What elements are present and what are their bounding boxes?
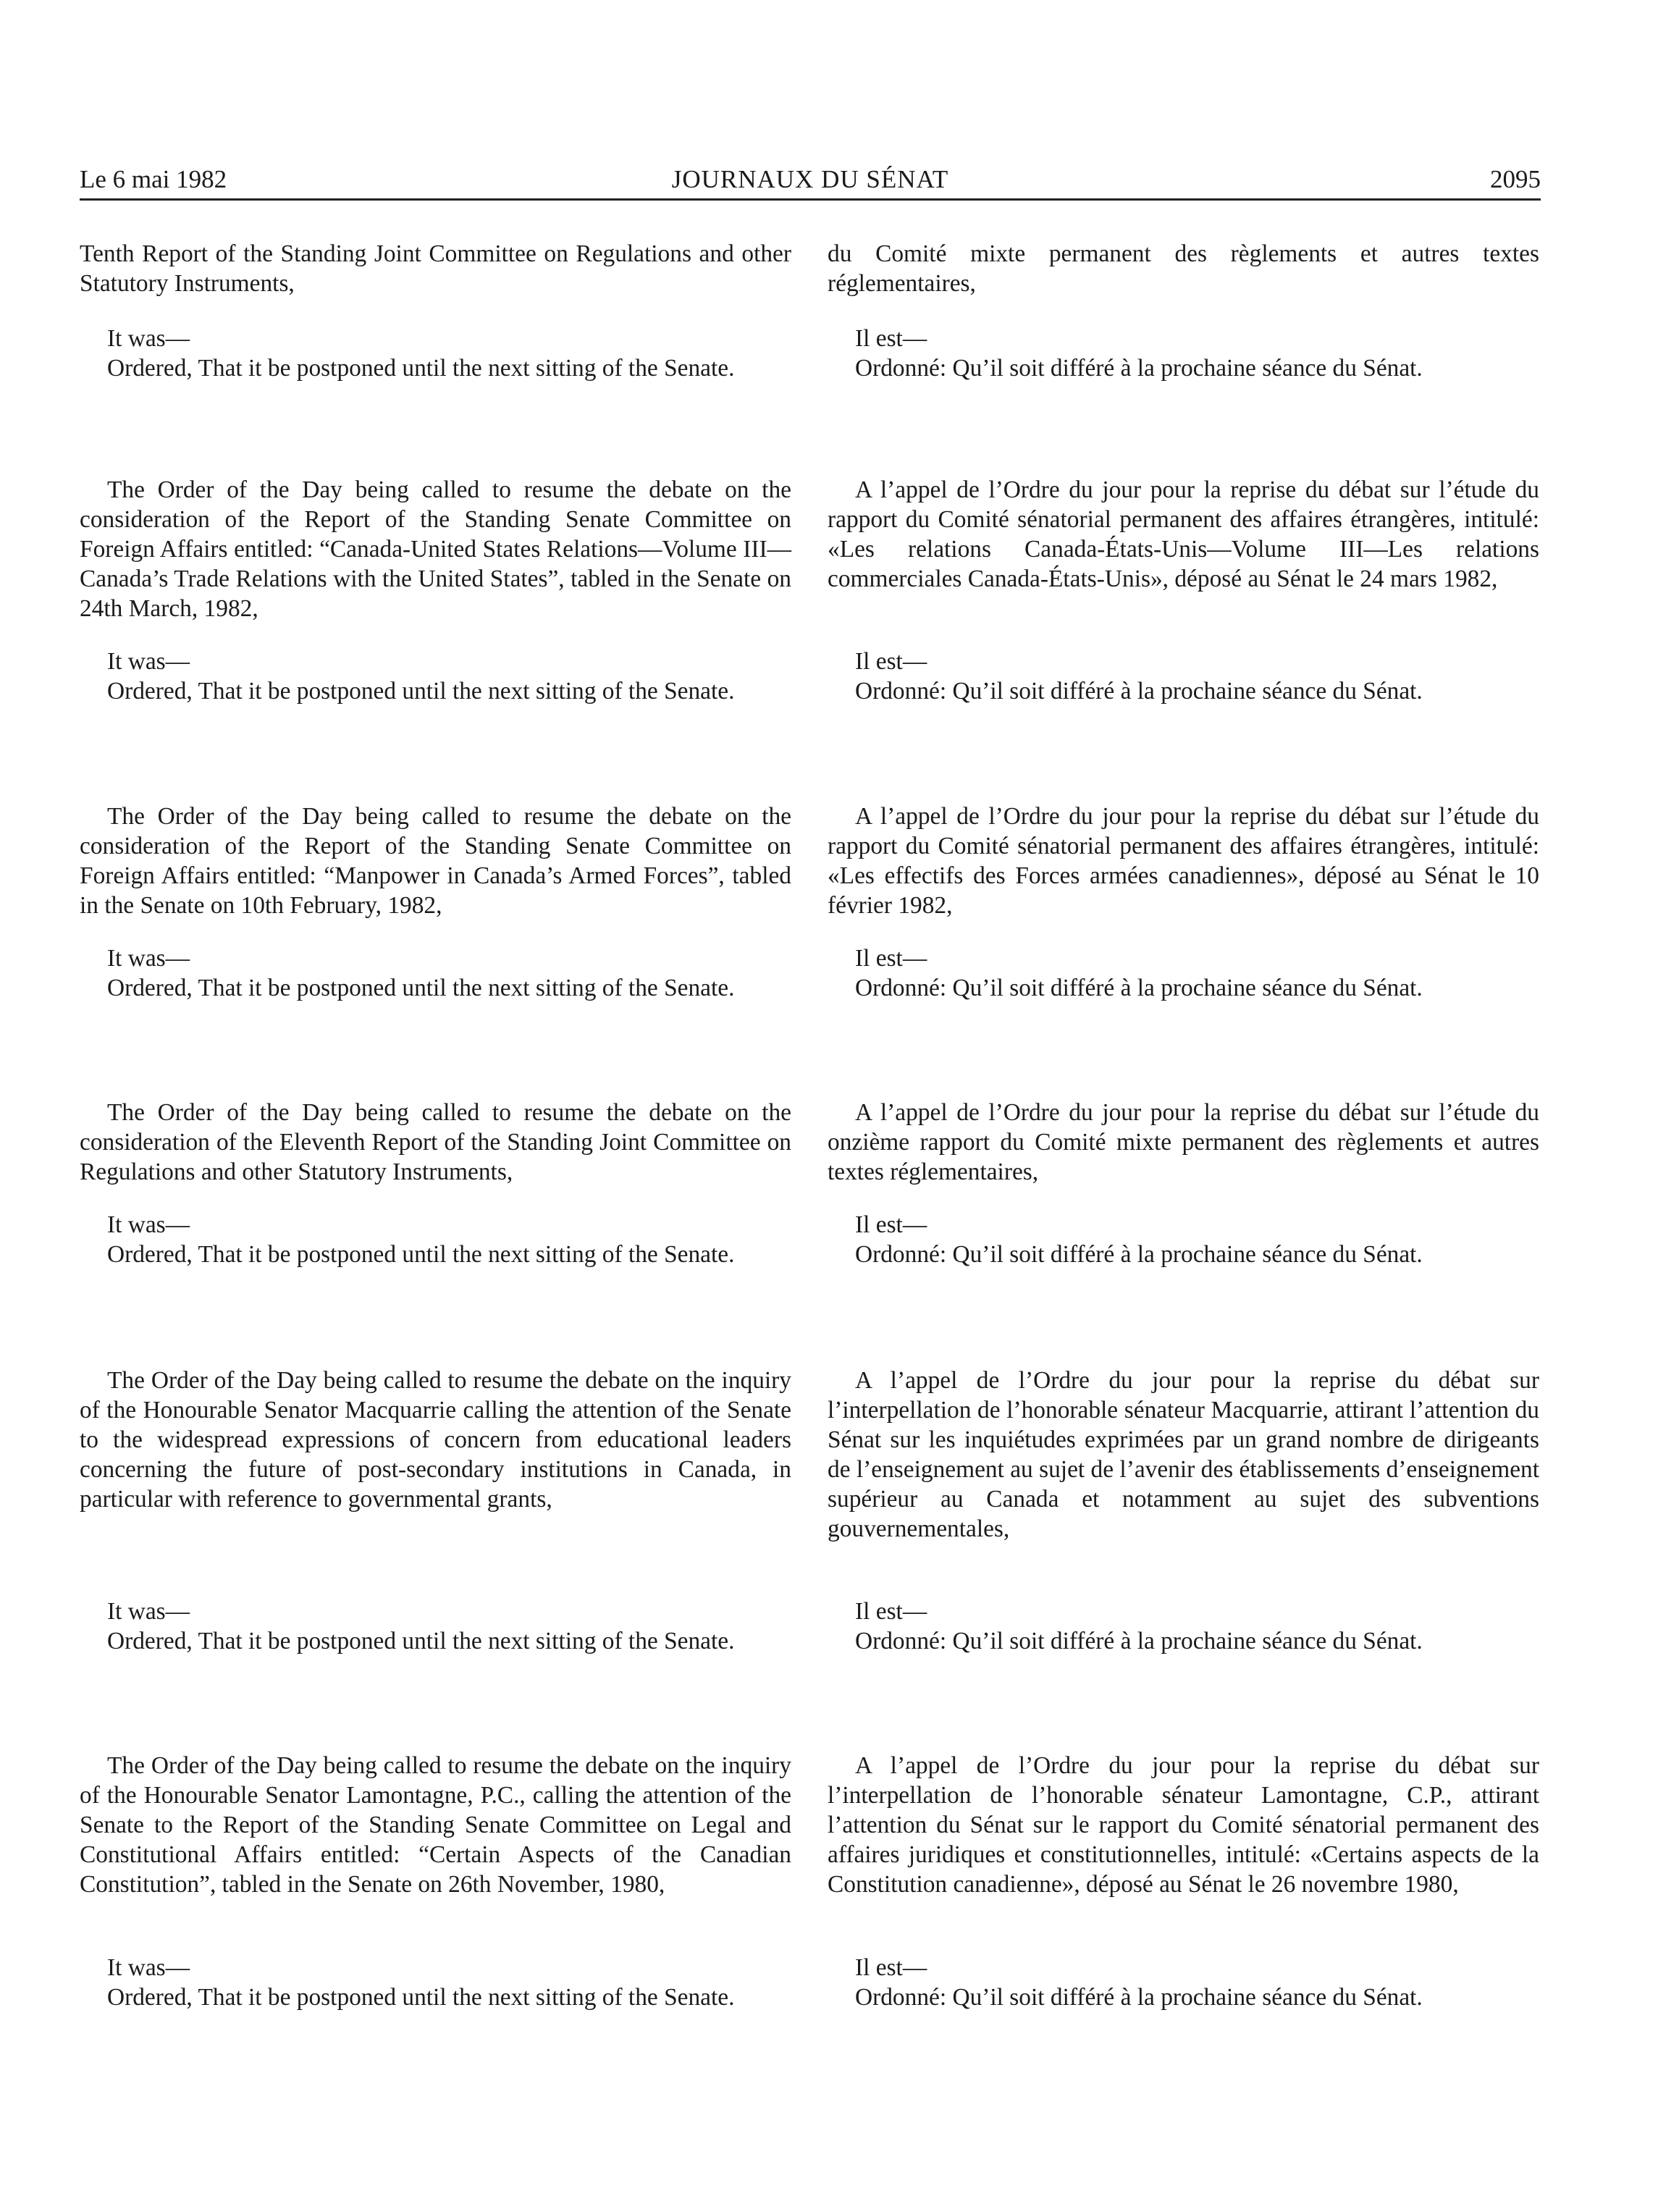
english-motion-2: The Order of the Day being called to resume the debate on the consideration of the Report of the Standing Senate Committee on Foreign Affairs entitled: “Canada-United States Relations—Volume III—Canada’s Trade Relations with the United States”, tabled in the Senate on 24th March, 1982, [80,476,791,622]
french-motion-1: du Comité mixte permanent des règlements et autres textes réglementaires, [828,240,1539,297]
french-result-6 [828,1953,1539,2012]
french-it-was-5: Il est— [855,1598,927,1625]
french-motion-2: A l’appel de l’Ordre du jour pour la reprise du débat sur l’étude du rapport du Comité sénatorial permanent des affaires étrangères, intitulé: «Les relations Canada-États-Unis—Volume III—Les relations commerciales Canada-États-Unis», déposé au Sénat le 24 mars 1982, [828,476,1539,592]
english-ordered-6: Ordered, That it be postponed until the next sitting of the Senate. [107,1984,735,2011]
french-result-5 [828,1597,1539,1656]
french-entry-5 [828,1366,1539,1544]
english-motion-4: The Order of the Day being called to resume the debate on the consideration of the Eleventh Report of the Standing Joint Committee on Regulations and other Statutory Instruments, [80,1099,791,1185]
french-motion-6: A l’appel de l’Ordre du jour pour la reprise du débat sur l’interpellation de l’honorable sénateur Lamontagne, C.P., attirant l’attention du Sénat sur le rapport du Comité sénatorial permanent des affaires juridiques et constitutionnelles, intitulé: «Certains aspects de la Constitution canadienne», déposé au Sénat le 26 novembre 1980, [828,1752,1539,1898]
french-ordered-6: Ordonné: Qu’il soit différé à la prochaine séance du Sénat. [855,1984,1423,2011]
header-title: JOURNAUX DU SÉNAT [671,165,949,193]
english-it-was-3: It was— [107,945,190,972]
french-ordered-1: Ordonné: Qu’il soit différé à la prochaine séance du Sénat. [855,355,1423,382]
french-entry-3 [828,802,1539,920]
french-it-was-1: Il est— [855,325,927,352]
english-entry-2 [80,475,791,623]
english-entry-3 [80,802,791,920]
english-entry-5 [80,1366,791,1514]
english-result-2 [80,647,791,706]
french-it-was-3: Il est— [855,945,927,972]
french-result-1 [828,324,1539,383]
english-ordered-2: Ordered, That it be postponed until the next sitting of the Senate. [107,678,735,705]
french-ordered-3: Ordonné: Qu’il soit différé à la prochaine séance du Sénat. [855,975,1423,1001]
english-ordered-4: Ordered, That it be postponed until the next sitting of the Senate. [107,1241,735,1268]
french-ordered-4: Ordonné: Qu’il soit différé à la prochaine séance du Sénat. [855,1241,1423,1268]
english-motion-6: The Order of the Day being called to resume the debate on the inquiry of the Honourable Senator Lamontagne, P.C., calling the attention of the Senate to the Report of the Standing Senate Committee on Legal and Constitutional Affairs entitled: “Certain Aspects of the Canadian Constitution”, tabled in the Senate on 26th November, 1980, [80,1752,791,1898]
header-page-number: 2095 [1490,165,1541,193]
french-motion-3: A l’appel de l’Ordre du jour pour la reprise du débat sur l’étude du rapport du Comité sénatorial permanent des affaires étrangères, intitulé: «Les effectifs des Forces armées canadiennes», déposé au Sénat le 10 février 1982, [828,803,1539,919]
french-it-was-6: Il est— [855,1954,927,1981]
english-ordered-1: Ordered, That it be postponed until the next sitting of the Senate. [107,355,735,382]
french-entry-4 [828,1098,1539,1187]
french-it-was-4: Il est— [855,1211,927,1238]
english-motion-3: The Order of the Day being called to resume the debate on the consideration of the Report of the Standing Senate Committee on Foreign Affairs entitled: “Manpower in Canada’s Armed Forces”, tabled in the Senate on 10th February, 1982, [80,803,791,919]
french-result-3 [828,943,1539,1003]
page-header [80,161,1541,198]
english-entry-1 [80,239,791,298]
french-motion-4: A l’appel de l’Ordre du jour pour la reprise du débat sur l’étude du onzième rapport du Comité mixte permanent des règlements et autres textes réglementaires, [828,1099,1539,1185]
english-motion-1: Tenth Report of the Standing Joint Committee on Regulations and other Statutory Instruments, [80,240,791,297]
english-entry-4 [80,1098,791,1187]
french-motion-5: A l’appel de l’Ordre du jour pour la reprise du débat sur l’interpellation de l’honorable sénateur Macquarrie, attirant l’attention du Sénat sur les inquiétudes exprimées par un grand nombre de dirigeants de l’enseignement au sujet de l’avenir des établissements d’enseignement supérieur au Canada et notamment au sujet des subventions gouvernementales, [828,1367,1539,1542]
french-it-was-2: Il est— [855,648,927,675]
french-ordered-2: Ordonné: Qu’il soit différé à la prochaine séance du Sénat. [855,678,1423,705]
english-result-5 [80,1597,791,1656]
english-result-1 [80,324,791,383]
french-entry-1 [828,239,1539,298]
english-it-was-4: It was— [107,1211,190,1238]
english-it-was-6: It was— [107,1954,190,1981]
french-result-2 [828,647,1539,706]
french-ordered-5: Ordonné: Qu’il soit différé à la prochaine séance du Sénat. [855,1628,1423,1654]
english-it-was-5: It was— [107,1598,190,1625]
header-date: Le 6 mai 1982 [80,165,227,193]
english-result-4 [80,1210,791,1269]
english-ordered-5: Ordered, That it be postponed until the next sitting of the Senate. [107,1628,735,1654]
english-motion-5: The Order of the Day being called to resume the debate on the inquiry of the Honourable Senator Macquarrie calling the attention of the Senate to the widespread expressions of concern from educational leaders concerning the future of post-secondary institutions in Canada, in particular with reference to governmental grants, [80,1367,791,1513]
french-entry-2 [828,475,1539,594]
english-it-was-2: It was— [107,648,190,675]
header-rule [80,198,1541,201]
french-result-4 [828,1210,1539,1269]
english-ordered-3: Ordered, That it be postponed until the next sitting of the Senate. [107,975,735,1001]
french-entry-6 [828,1751,1539,1899]
english-entry-6 [80,1751,791,1899]
english-result-3 [80,943,791,1003]
english-result-6 [80,1953,791,2012]
english-it-was-1: It was— [107,325,190,352]
